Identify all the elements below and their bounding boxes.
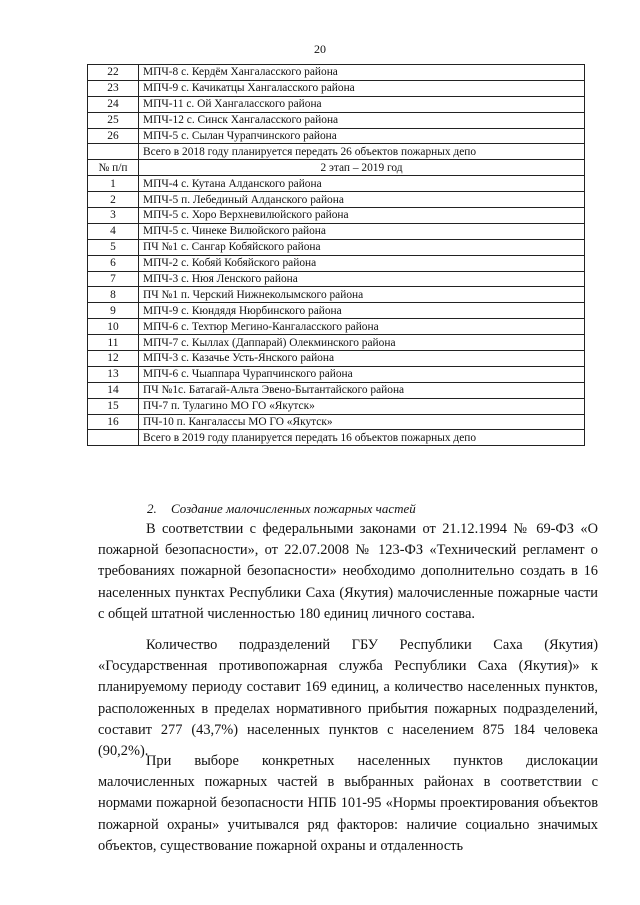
table-row [88, 351, 585, 367]
facility-cell: ПЧ №1 с. Сангар Кобяйского района [139, 239, 585, 255]
row-number-cell: 13 [88, 366, 139, 382]
table-row [88, 65, 585, 81]
table-row [88, 287, 585, 303]
row-number-cell: 9 [88, 303, 139, 319]
row-number-cell: 11 [88, 335, 139, 351]
facility-cell: МПЧ-8 с. Кердём Хангаласского района [139, 65, 585, 81]
stage2-header-row [88, 160, 585, 176]
stage2-total-row [88, 430, 585, 446]
row-number-cell: 23 [88, 80, 139, 96]
facility-cell: ПЧ №1с. Батагай-Альта Эвено-Бытантайского района [139, 382, 585, 398]
table-row [88, 96, 585, 112]
row-number-cell: 5 [88, 239, 139, 255]
body-paragraph: При выборе конкретных населенных пунктов дислокации малочисленных пожарных частей в выбранных районах в соответствии с нормами пожарной безопасности НПБ 101-95 «Нормы проектирования объектов пожарной охраны» учитывался ряд факторов: наличие социально значимых объектов, существование пожарной охраны и отдаленность [98, 753, 598, 854]
body-paragraph: Количество подразделений ГБУ Республики Саха (Якутия) «Государственная противопожарная служба Республики Саха (Якутия)» к планируемому периоду составит 169 единиц, а количество населенных пунктов, расположенных в пределах нормативного прибытия пожарных подразделений, составит 277 (43,7%) населенных пунктов с населением 875 184 человека (90,2%). [98, 637, 598, 760]
table-row [88, 414, 585, 430]
table-row [88, 366, 585, 382]
section-title: Создание малочисленных пожарных частей [171, 501, 416, 516]
table-row [88, 208, 585, 224]
table-row [88, 176, 585, 192]
stage1-total-cell: Всего в 2018 году планируется передать 26 объектов пожарных депо [139, 144, 585, 160]
table-body [88, 65, 585, 446]
row-number-header: № п/п [88, 160, 139, 176]
row-number-cell: 24 [88, 96, 139, 112]
facilities-transfer-table [87, 64, 585, 446]
table-row [88, 192, 585, 208]
stage1-total-row [88, 144, 585, 160]
facility-cell: МПЧ-5 п. Лебединый Алданского района [139, 192, 585, 208]
facility-cell: МПЧ-6 с. Чыаппара Чурапчинского района [139, 366, 585, 382]
row-number-cell: 1 [88, 176, 139, 192]
row-number-cell: 6 [88, 255, 139, 271]
section-heading [147, 501, 416, 517]
row-number-cell: 25 [88, 112, 139, 128]
row-number-cell: 8 [88, 287, 139, 303]
row-number-cell: 3 [88, 208, 139, 224]
facility-cell: МПЧ-9 с. Качикатцы Хангаласского района [139, 80, 585, 96]
facility-cell: МПЧ-6 с. Техтюр Мегино-Кангаласского района [139, 319, 585, 335]
facility-cell: МПЧ-3 с. Казачье Усть-Янского района [139, 351, 585, 367]
stage2-title-cell: 2 этап – 2019 год [139, 160, 585, 176]
row-number-cell: 14 [88, 382, 139, 398]
table-row [88, 223, 585, 239]
row-number-cell: 22 [88, 65, 139, 81]
row-number-cell: 2 [88, 192, 139, 208]
facility-cell: ПЧ-7 п. Тулагино МО ГО «Якутск» [139, 398, 585, 414]
stage2-total-cell: Всего в 2019 году планируется передать 16 объектов пожарных депо [139, 430, 585, 446]
facility-cell: МПЧ-5 с. Хоро Верхневилюйского района [139, 208, 585, 224]
facility-cell: МПЧ-3 с. Нюя Ленского района [139, 271, 585, 287]
table-row [88, 319, 585, 335]
facility-cell: МПЧ-12 с. Синск Хангаласского района [139, 112, 585, 128]
empty-cell [88, 430, 139, 446]
facility-cell: МПЧ-11 с. Ой Хангаласского района [139, 96, 585, 112]
facility-cell: МПЧ-2 с. Кобяй Кобяйского района [139, 255, 585, 271]
empty-cell [88, 144, 139, 160]
row-number-cell: 26 [88, 128, 139, 144]
table-row [88, 112, 585, 128]
body-paragraph: В соответствии с федеральными законами от 21.12.1994 № 69-ФЗ «О пожарной безопасности», от 22.07.2008 № 123-ФЗ «Технический регламент о требованиях пожарной безопасности» необходимо дополнительно создать в 16 населенных пунктах Республики Саха (Якутия) малочисленные пожарные части с общей штатной численностью 180 единиц личного состава. [98, 521, 598, 622]
section-number: 2. [147, 501, 157, 516]
table-row [88, 80, 585, 96]
table-row [88, 382, 585, 398]
row-number-cell: 10 [88, 319, 139, 335]
facility-cell: МПЧ-4 с. Кутана Алданского района [139, 176, 585, 192]
table-row [88, 128, 585, 144]
facility-cell: ПЧ-10 п. Кангалассы МО ГО «Якутск» [139, 414, 585, 430]
facility-cell: МПЧ-5 с. Чинеке Вилюйского района [139, 223, 585, 239]
row-number-cell: 15 [88, 398, 139, 414]
row-number-cell: 16 [88, 414, 139, 430]
facility-cell: МПЧ-9 с. Кюндядя Нюрбинского района [139, 303, 585, 319]
table-row [88, 398, 585, 414]
facility-cell: МПЧ-5 с. Сылан Чурапчинского района [139, 128, 585, 144]
row-number-cell: 7 [88, 271, 139, 287]
facility-cell: ПЧ №1 п. Черский Нижнеколымского района [139, 287, 585, 303]
row-number-cell: 12 [88, 351, 139, 367]
table-row [88, 255, 585, 271]
page-number: 20 [314, 42, 326, 56]
facility-cell: МПЧ-7 с. Кыллах (Даппарай) Олекминского района [139, 335, 585, 351]
row-number-cell: 4 [88, 223, 139, 239]
table-row [88, 335, 585, 351]
table-row [88, 271, 585, 287]
table-row [88, 303, 585, 319]
table-row [88, 239, 585, 255]
